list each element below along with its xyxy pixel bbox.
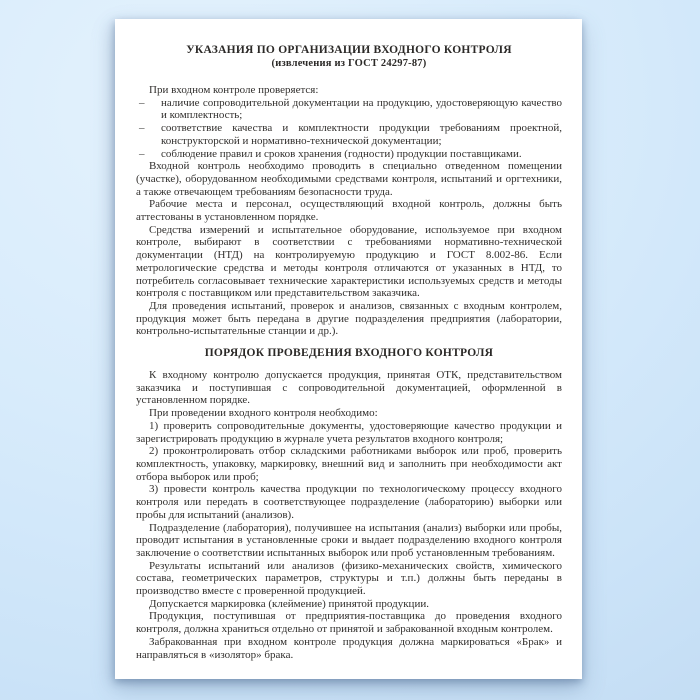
- dash-marker: –: [139, 147, 145, 160]
- document-body: [136, 84, 562, 661]
- paragraph: К входному контролю допускается продукция, принятая ОТК, представительством заказчика и поступившая с сопроводительной документацией, оформленной в установленном порядке.: [136, 369, 562, 407]
- paragraph: Средства измерений и испытательное оборудование, используемое при входном контроле, выбирают в соответствии с требованиями нормативно-технической документации (НТД) на контролируемую продукцию и ГОСТ 8.002-86. Если метрологические средства и методы контроля отличаются от указанных в НТД, то потребитель согласовывает технические характеристики используемых средств и методы контроля с поставщиком или представительством заказчика.: [136, 223, 562, 300]
- paragraph: Продукция, поступившая от предприятия-поставщика до проведения входного контроля, должна храниться отдельно от принятой и забракованной входным контролем.: [136, 610, 562, 636]
- document-title: УКАЗАНИЯ ПО ОРГАНИЗАЦИИ ВХОДНОГО КОНТРОЛЯ: [186, 44, 512, 56]
- paragraph: 1) проверить сопроводительные документы, удостоверяющие качество продукции и зарегистрировать продукцию в журнале учета результатов входного контроля;: [136, 419, 562, 445]
- dash-list-item: [136, 97, 562, 122]
- paragraph: Для проведения испытаний, проверок и анализов, связанных с входным контролем, продукция может быть передана в другие подразделения предприятия (лаборатории, контрольно-испытательные станции и др.).: [136, 299, 562, 338]
- paragraph: Забракованная при входном контроле продукция должна маркироваться «Брак» и направляться в «изолятор» брака.: [136, 635, 562, 661]
- document-page: [115, 19, 582, 679]
- dash-list-item: [136, 122, 562, 147]
- dash-item-text: соблюдение правил и сроков хранения (годности) продукции поставщиками.: [161, 147, 522, 160]
- paragraph: Допускается маркировка (клеймение) принятой продукции.: [149, 597, 429, 610]
- paragraph: При входном контроле проверяется:: [149, 84, 319, 96]
- dash-item-text: наличие сопроводительной документации на продукцию, удостоверяющую качество и комплектность;: [161, 96, 562, 122]
- paragraph: Подразделение (лаборатория), получившее на испытания (анализ) выборки или пробы, проводит испытания в установленные сроки и выдает подразделению входного контроля заключение о соответствии испытанных выборок или проб установленным требованиям.: [136, 521, 562, 559]
- paragraph: Входной контроль необходимо проводить в специально отведенном помещении (участке), оборудованном необходимыми средствами контроля, испытаний и оргтехники, а также отвечающем требованиям безопасности труда.: [136, 160, 562, 198]
- paragraph: 3) провести контроль качества продукции по технологическому процессу входного контроля или передать в соответствующее подразделение (лабораторию) выборки или пробы для испытаний (анализов).: [136, 483, 562, 521]
- paragraph: Рабочие места и персонал, осуществляющий входной контроль, должны быть аттестованы в установленном порядке.: [136, 198, 562, 224]
- paragraph: 2) проконтролировать отбор складскими работниками выборок или проб, проверить комплектность, упаковку, маркировку, внешний вид и заполнить при необходимости акт отбора выборок или проб;: [136, 445, 562, 483]
- section-heading: ПОРЯДОК ПРОВЕДЕНИЯ ВХОДНОГО КОНТРОЛЯ: [204, 347, 494, 360]
- dash-list-item: [136, 148, 562, 161]
- paragraph: Результаты испытаний или анализов (физико-механических свойств, химического состава, геометрических параметров, структуры и т.п.) должны быть переданы в производство вместе с проверенной продукцией.: [136, 559, 562, 598]
- dash-item-text: соответствие качества и комплектности продукции требованиям проектной, конструкторской и нормативно-технической документации;: [161, 122, 562, 147]
- dash-marker: –: [139, 122, 145, 135]
- document-subtitle: (извлечения из ГОСТ 24297-87): [271, 58, 427, 69]
- paragraph: При проведении входного контроля необходимо:: [149, 407, 378, 420]
- dash-marker: –: [139, 96, 145, 109]
